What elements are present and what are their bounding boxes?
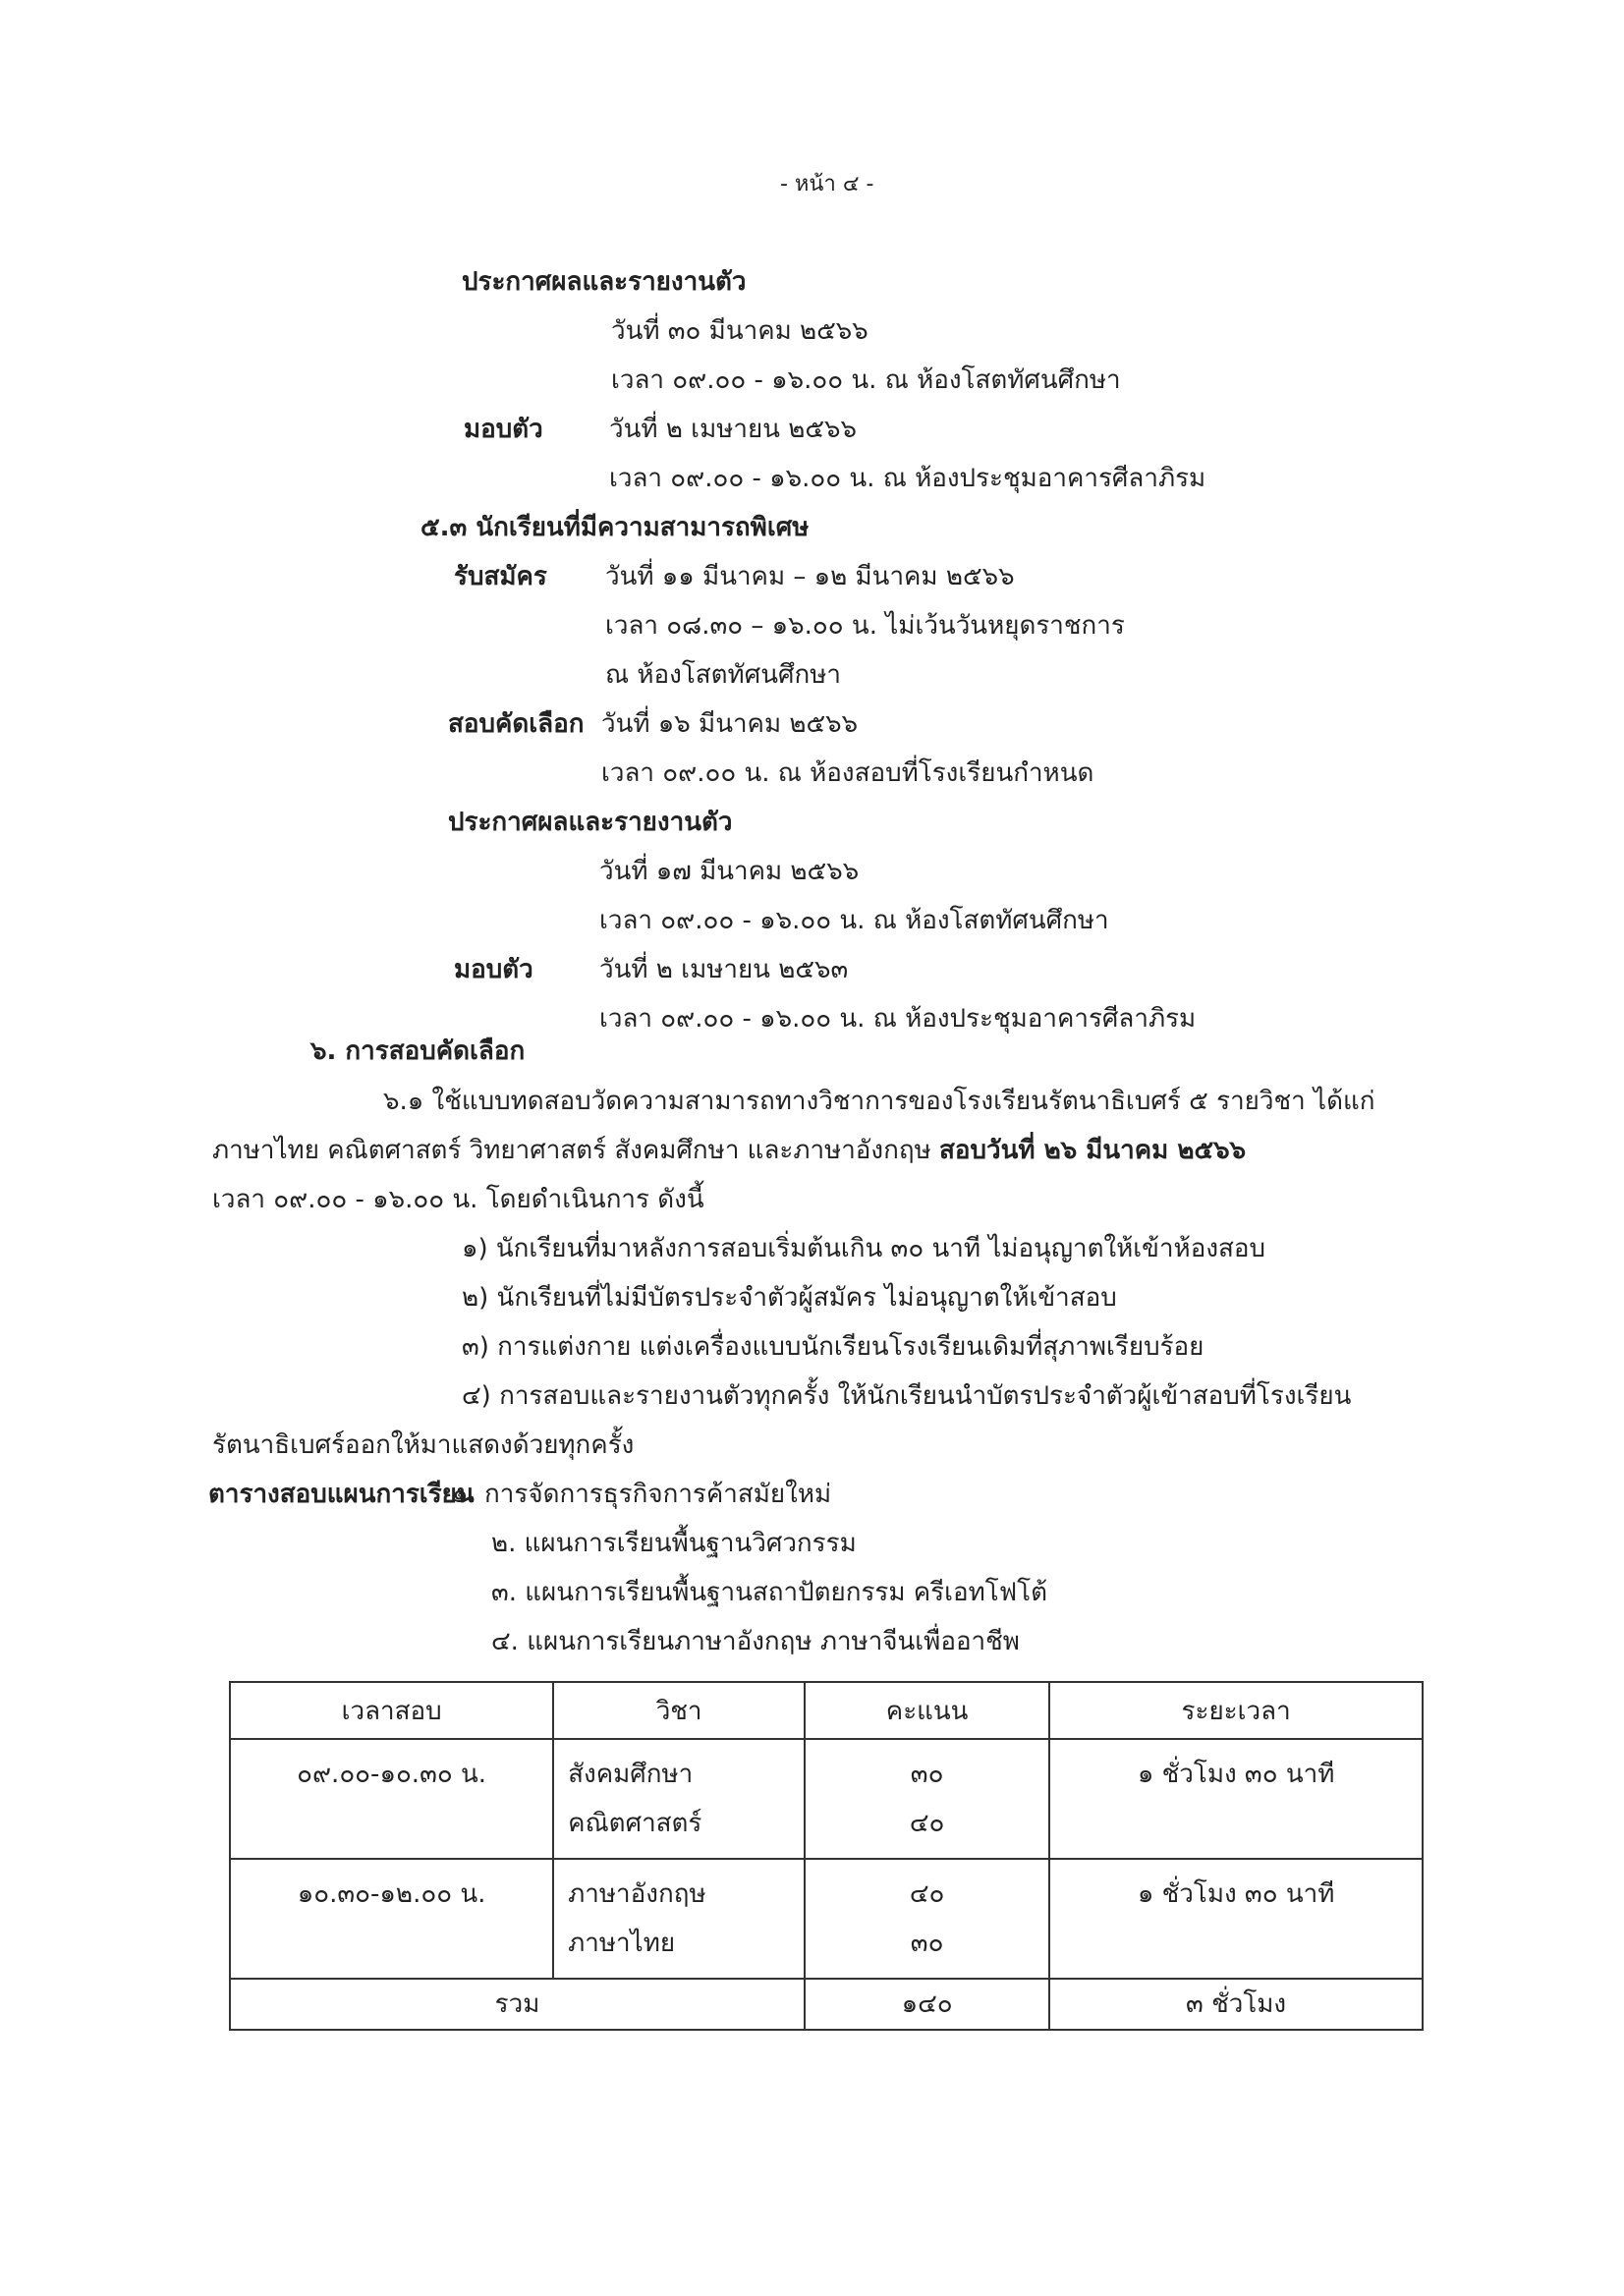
table-header-row <box>230 1682 1423 1739</box>
s6-rule-1: ๑) นักเรียนที่มาหลังการสอบเริ่มต้นเกิน ๓๐ นาที ไม่อนุญาตให้เข้าห้องสอบ <box>462 1234 1265 1263</box>
header-score: คะแนน <box>805 1682 1049 1739</box>
s53-heading: ๕.๓ นักเรียนที่มีความสามารถพิเศษ <box>420 513 810 542</box>
subject: คณิตศาสตร์ <box>568 1809 702 1838</box>
cell-subjects <box>553 1739 805 1859</box>
page-number: - หน้า ๔ - <box>780 172 874 196</box>
total-score-cell <box>805 1979 1049 2030</box>
exam-schedule-table <box>229 1681 1424 2031</box>
schedule-label: ตารางสอบแผนการเรียน <box>208 1480 475 1509</box>
s53-announce-date: วันที่ ๑๗ มีนาคม ๒๕๖๖ <box>599 857 860 886</box>
s6-p1-line2-normal: ภาษาไทย คณิตศาสตร์ วิทยาศาสตร์ สังคมศึกษา และภาษาอังกฤษ <box>212 1136 940 1165</box>
score: ๔๐ <box>909 1809 945 1838</box>
schedule-plan-1: ๑. การจัดการธุรกิจการค้าสมัยใหม่ <box>452 1480 832 1509</box>
s6-p1-line1: ๖.๑ ใช้แบบทดสอบวัดความสามารถทางวิชาการของโรงเรียนรัตนาธิเบศร์ ๕ รายวิชา ได้แก่ <box>383 1087 1375 1116</box>
cell-scores <box>805 1859 1049 1979</box>
s6-rule-4-cont: รัตนาธิเบศร์ออกให้มาแสดงด้วยทุกครั้ง <box>212 1430 635 1460</box>
s6-rule-2: ๒) นักเรียนที่ไม่มีบัตรประจำตัวผู้สมัคร ไม่อนุญาตให้เข้าสอบ <box>462 1283 1117 1313</box>
s52-report-time: เวลา ๐๙.๐๐ - ๑๖.๐๐ น. ณ ห้องประชุมอาคารศีลาภิรม <box>609 464 1206 493</box>
s6-exam-date-emphasis: สอบวันที่ ๒๖ มีนาคม ๒๕๖๖ <box>939 1136 1247 1165</box>
s53-apply-label: รับสมัคร <box>454 562 547 591</box>
cell-time <box>230 1739 553 1859</box>
s53-apply-date: วันที่ ๑๑ มีนาคม – ๑๒ มีนาคม ๒๕๖๖ <box>605 562 1015 591</box>
duration-value: ๑ ชั่วโมง ๓๐ นาที <box>1137 1760 1335 1789</box>
s52-announce-time: เวลา ๐๙.๐๐ - ๑๖.๐๐ น. ณ ห้องโสตทัศนศึกษา <box>611 365 1121 395</box>
s52-report-date: วันที่ ๒ เมษายน ๒๕๖๖ <box>609 415 858 444</box>
schedule-plan-4: ๔. แผนการเรียนภาษาอังกฤษ ภาษาจีนเพื่ออาชีพ <box>491 1627 1020 1656</box>
time-value: ๑๐.๓๐-๑๒.๐๐ น. <box>297 1879 486 1909</box>
header-subject: วิชา <box>553 1682 805 1739</box>
cell-scores <box>805 1739 1049 1859</box>
cell-subjects <box>553 1859 805 1979</box>
total-score: ๑๔๐ <box>901 1989 953 2019</box>
s6-rule-3: ๓) การแต่งกาย แต่งเครื่องแบบนักเรียนโรงเรียนเดิมที่สุภาพเรียบร้อย <box>462 1332 1204 1362</box>
s53-announce-heading: ประกาศผลและรายงานตัว <box>448 808 733 837</box>
s53-report-time: เวลา ๐๙.๐๐ - ๑๖.๐๐ น. ณ ห้องประชุมอาคารศีลาภิรม <box>599 1004 1197 1034</box>
s53-exam-time: เวลา ๐๙.๐๐ น. ณ ห้องสอบที่โรงเรียนกำหนด <box>601 758 1094 788</box>
schedule-plan-2: ๒. แผนการเรียนพื้นฐานวิศวกรรม <box>491 1529 857 1558</box>
s52-announce-date: วันที่ ๓๐ มีนาคม ๒๕๖๖ <box>611 316 868 346</box>
s53-exam-date: วันที่ ๑๖ มีนาคม ๒๕๖๖ <box>601 709 859 739</box>
s53-report-date: วันที่ ๒ เมษายน ๒๕๖๓ <box>599 955 849 984</box>
s53-announce-time: เวลา ๐๙.๐๐ - ๑๖.๐๐ น. ณ ห้องโสตทัศนศึกษา <box>599 906 1109 935</box>
s6-p1-line3: เวลา ๐๙.๐๐ - ๑๖.๐๐ น. โดยดำเนินการ ดังนี้ <box>212 1185 704 1214</box>
s52-announce-heading: ประกาศผลและรายงานตัว <box>462 267 747 297</box>
total-duration-cell <box>1049 1979 1423 2030</box>
header-duration: ระยะเวลา <box>1049 1682 1423 1739</box>
score: ๔๐ <box>909 1879 945 1909</box>
table-row <box>230 1859 1423 1979</box>
total-label: รวม <box>494 1989 540 2019</box>
time-value: ๐๙.๐๐-๑๐.๓๐ น. <box>297 1760 487 1789</box>
subject: สังคมศึกษา <box>568 1760 694 1789</box>
s6-p1-line2 <box>212 1136 1246 1166</box>
score: ๓๐ <box>910 1929 944 1958</box>
s53-exam-label: สอบคัดเลือก <box>448 709 585 739</box>
s53-apply-place: ณ ห้องโสตทัศนศึกษา <box>605 660 841 690</box>
total-label-cell <box>230 1979 805 2030</box>
cell-duration <box>1049 1859 1423 1979</box>
s6-rule-4: ๔) การสอบและรายงานตัวทุกครั้ง ให้นักเรียนนำบัตรประจำตัวผู้เข้าสอบที่โรงเรียน <box>462 1381 1352 1411</box>
schedule-plan-3: ๓. แผนการเรียนพื้นฐานสถาปัตยกรรม ครีเอทโฟโต้ <box>491 1578 1047 1607</box>
s53-apply-time: เวลา ๐๘.๓๐ – ๑๖.๐๐ น. ไม่เว้นวันหยุดราชการ <box>605 611 1125 641</box>
table-total-row <box>230 1979 1423 2030</box>
cell-duration <box>1049 1739 1423 1859</box>
table-row <box>230 1739 1423 1859</box>
duration-value: ๑ ชั่วโมง ๓๐ นาที <box>1137 1879 1335 1909</box>
s6-heading: ๖. การสอบคัดเลือก <box>310 1036 526 1066</box>
subject: ภาษาไทย <box>568 1929 676 1958</box>
s52-report-label: มอบตัว <box>464 415 543 444</box>
subject: ภาษาอังกฤษ <box>568 1879 706 1909</box>
cell-time <box>230 1859 553 1979</box>
s53-report-label: มอบตัว <box>454 955 533 984</box>
total-duration: ๓ ชั่วโมง <box>1186 1989 1287 2019</box>
score: ๓๐ <box>910 1760 944 1789</box>
header-exam-time: เวลาสอบ <box>230 1682 553 1739</box>
